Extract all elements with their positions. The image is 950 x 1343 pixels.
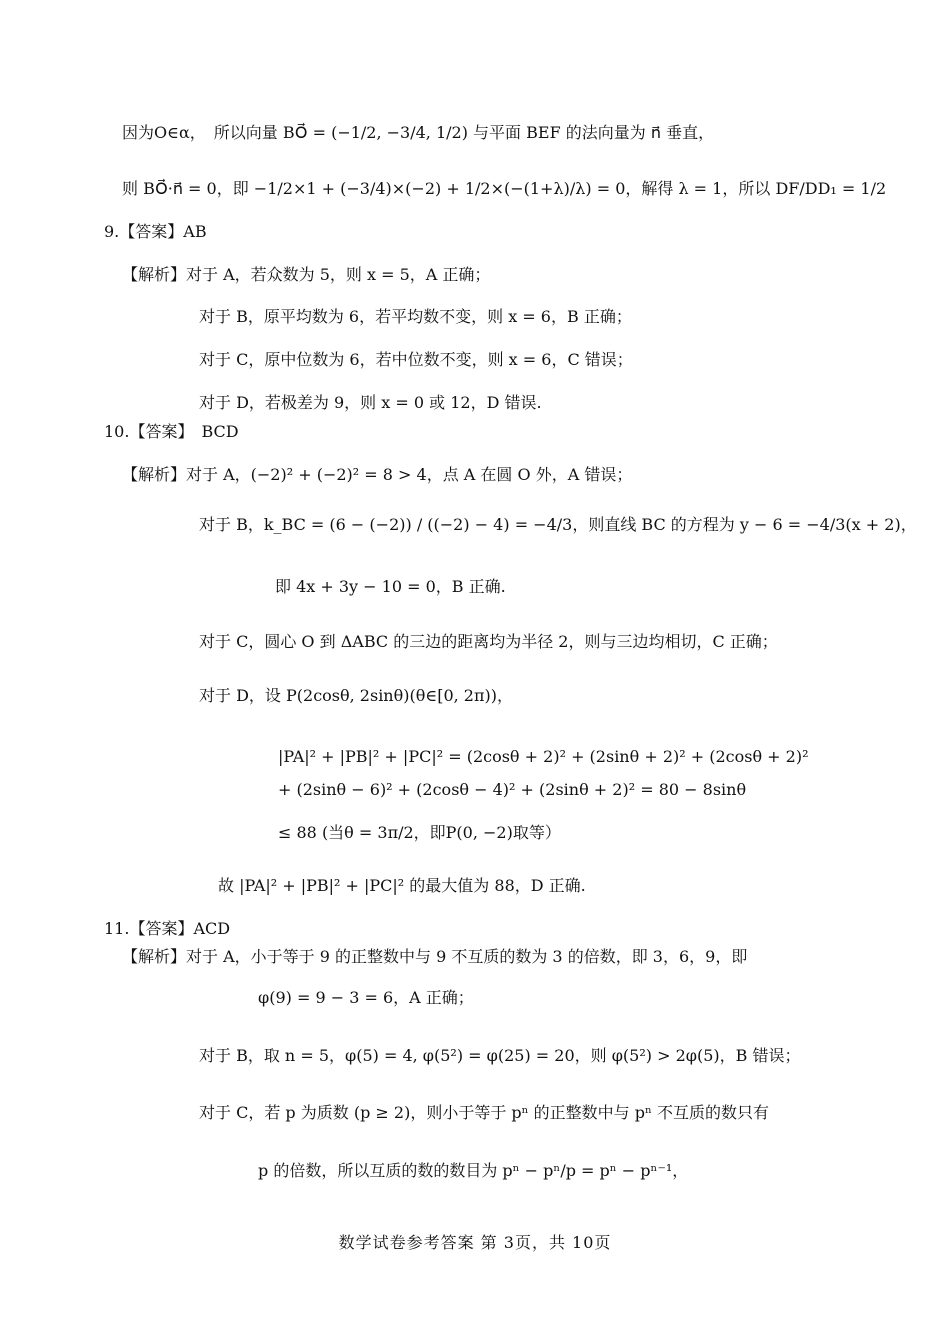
analysis-11-a: 【解析】对于 A，小于等于 9 的正整数中与 9 不互质的数为 3 的倍数，即 3，6，9，即 (122, 947, 748, 966)
analysis-11-a-line2: φ(9) = 9 − 3 = 6，A 正确； (258, 988, 474, 1007)
analysis-10-d-eq2: + (2sinθ − 6)² + (2cosθ − 4)² + (2sinθ + 2)² = 80 − 8sinθ (278, 780, 747, 799)
analysis-10-d-conclusion: 故 |PA|² + |PB|² + |PC|² 的最大值为 88，D 正确. (218, 876, 586, 895)
line-2: 则 BO⃗·n⃗ = 0，即 −1/2×1 + (−3/4)×(−2) + 1/2×(−(1+λ)/λ) = 0，解得 λ = 1，所以 DF/DD₁ = 1/2 (122, 179, 887, 198)
analysis-10-c: 对于 C，圆心 O 到 ΔABC 的三边的距离均为半径 2，则与三边均相切，C 正确； (199, 632, 778, 651)
answer-10: 10.【答案】 BCD (104, 422, 239, 441)
analysis-10-b: 对于 B，k_BC = (6 − (−2)) / ((−2) − 4) = −4/3，则直线 BC 的方程为 y − 6 = −4/3(x + 2)， (199, 515, 917, 534)
analysis-11-b: 对于 B，取 n = 5，φ(5) = 4, φ(5²) = φ(25) = 20，则 φ(5²) > 2φ(5)，B 错误； (199, 1046, 801, 1065)
analysis-10-b-line2: 即 4x + 3y − 10 = 0，B 正确. (275, 577, 506, 596)
analysis-9-c: 对于 C，原中位数为 6，若中位数不变，则 x = 6，C 错误； (199, 350, 633, 369)
analysis-11-c: 对于 C，若 p 为质数 (p ≥ 2)，则小于等于 pⁿ 的正整数中与 pⁿ 不互质的数只有 (199, 1103, 769, 1122)
line-1: 因为O∈α， 所以向量 BO⃗ = (−1/2, −3/4, 1/2) 与平面 BEF 的法向量为 n⃗ 垂直， (122, 123, 715, 142)
analysis-10-d-eq1: |PA|² + |PB|² + |PC|² = (2cosθ + 2)² + (2sinθ + 2)² + (2cosθ + 2)² (278, 747, 809, 766)
answer-11: 11.【答案】ACD (104, 919, 231, 938)
page-footer: 数学试卷参考答案 第 3页，共 10页 (338, 1233, 612, 1252)
analysis-9-d: 对于 D，若极差为 9，则 x = 0 或 12，D 错误. (199, 393, 542, 412)
analysis-10-d: 对于 D，设 P(2cosθ, 2sinθ)(θ∈[0, 2π))， (199, 686, 513, 705)
analysis-10-a: 【解析】对于 A，(−2)² + (−2)² = 8 > 4，点 A 在圆 O 外，A 错误； (122, 465, 633, 484)
analysis-10-d-eq3: ≤ 88 (当θ = 3π/2，即P(0, −2)取等） (278, 823, 561, 842)
analysis-9-b: 对于 B，原平均数为 6，若平均数不变，则 x = 6，B 正确； (199, 307, 632, 326)
answer-9: 9.【答案】AB (104, 222, 207, 241)
analysis-9-a: 【解析】对于 A，若众数为 5，则 x = 5，A 正确； (122, 265, 491, 284)
analysis-11-c-line2: p 的倍数，所以互质的数的数目为 pⁿ − pⁿ/p = pⁿ − pⁿ⁻¹， (258, 1161, 689, 1180)
